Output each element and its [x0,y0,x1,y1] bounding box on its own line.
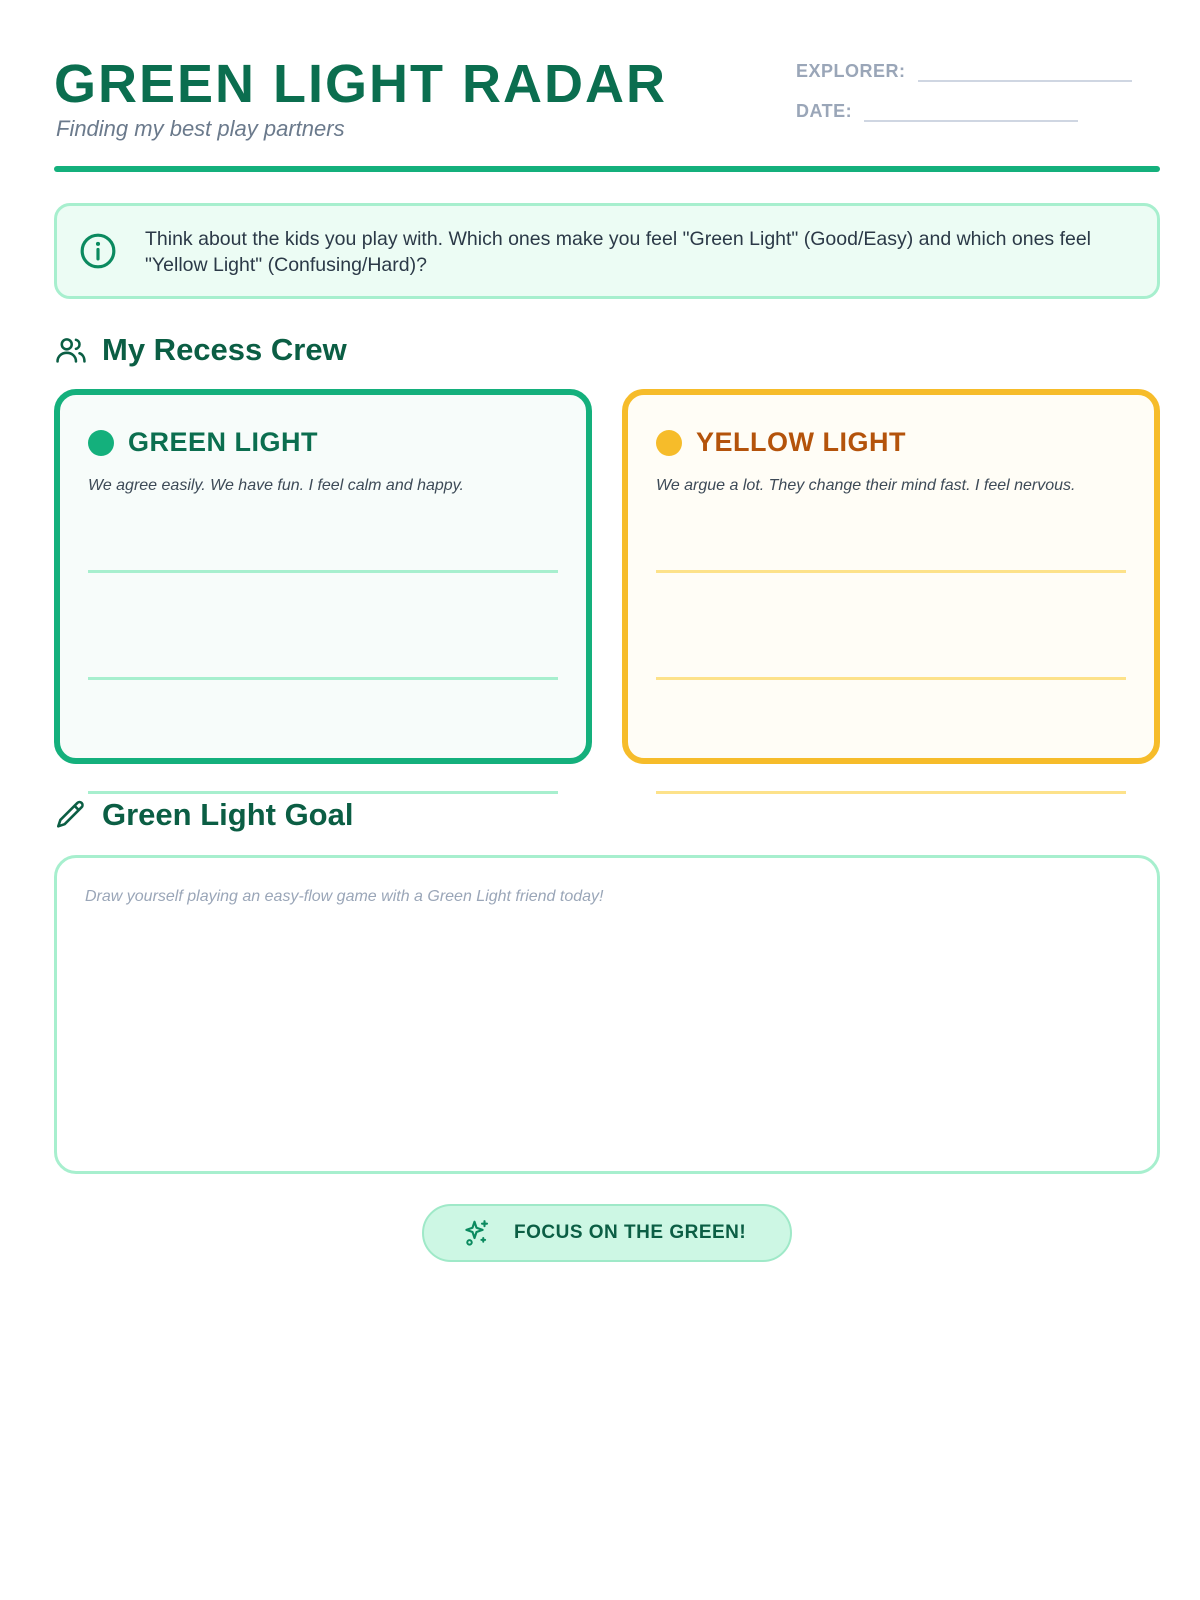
goal-title: Green Light Goal [102,797,354,832]
explorer-input-line[interactable] [918,60,1132,82]
drawing-area[interactable] [54,855,1160,1174]
green-writing-line-3[interactable] [88,791,558,794]
yellow-writing-line-2[interactable] [656,677,1126,680]
green-dot-icon [88,430,114,456]
date-input-line[interactable] [864,100,1078,122]
instructions-box [54,203,1160,299]
explorer-label: EXPLORER: [796,61,906,81]
users-icon [54,333,88,367]
page-title: GREEN LIGHT RADAR [54,54,667,114]
yellow-writing-line-1[interactable] [656,570,1126,573]
instructions-text: Think about the kids you play with. Which ones make you feel "Green Light" (Good/Easy) and which ones feel "Yellow Light" (Confusing/Hard)? [145,228,1092,276]
pencil-icon [54,798,88,832]
date-field-row [796,100,1078,122]
goal-heading [54,797,353,833]
focus-on-green-button[interactable] [422,1204,792,1262]
yellow-light-card-header [656,427,906,458]
green-writing-line-2[interactable] [88,677,558,680]
yellow-dot-icon [656,430,682,456]
page-subtitle: Finding my best play partners [56,116,345,141]
worksheet-header [54,52,1160,172]
explorer-field-row [796,60,1132,82]
date-label: DATE: [796,101,853,121]
green-light-description: We agree easily. We have fun. I feel calm and happy. [88,477,464,494]
yellow-writing-line-3[interactable] [656,791,1126,794]
yellow-light-description: We argue a lot. They change their mind fast. I feel nervous. [656,477,1076,494]
green-light-card [54,389,592,764]
header-divider [54,166,1160,172]
green-light-card-header [88,427,318,458]
info-icon [79,232,117,270]
sparkles-icon [462,1218,492,1248]
focus-button-label: FOCUS ON THE GREEN! [514,1222,747,1243]
recess-crew-heading [54,332,347,368]
green-writing-line-1[interactable] [88,570,558,573]
drawing-hint: Draw yourself playing an easy-flow game with a Green Light friend today! [85,888,604,905]
green-light-title: GREEN LIGHT [128,427,319,457]
recess-crew-title: My Recess Crew [102,332,347,367]
yellow-light-title: YELLOW LIGHT [696,427,906,457]
yellow-light-card [622,389,1160,764]
